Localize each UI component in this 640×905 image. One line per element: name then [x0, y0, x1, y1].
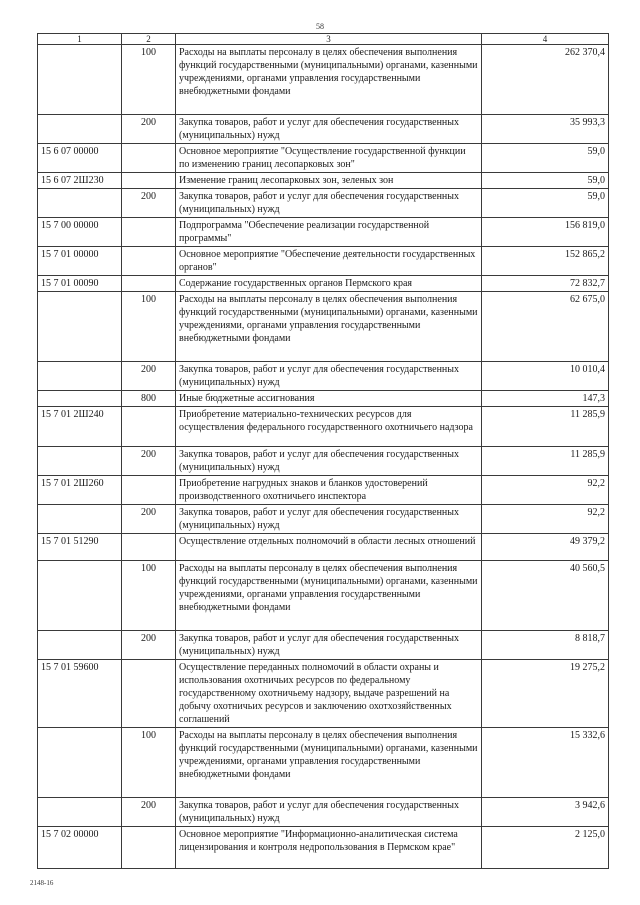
table-row [38, 728, 609, 798]
table-row [38, 189, 609, 218]
row-name: Иные бюджетные ассигнования [176, 391, 482, 407]
page-number: 58 [316, 22, 324, 31]
row-code: 15 7 02 00000 [38, 827, 122, 869]
row-amount: 2 125,0 [482, 827, 609, 869]
row-name: Закупка товаров, работ и услуг для обеспечения государственных (муниципальных) нужд [176, 798, 482, 827]
row-expense-type [122, 476, 176, 505]
row-name: Закупка товаров, работ и услуг для обеспечения государственных (муниципальных) нужд [176, 362, 482, 391]
column-header-type: 2 [122, 34, 176, 45]
row-code [38, 292, 122, 362]
table-row [38, 476, 609, 505]
row-code [38, 45, 122, 115]
row-code: 15 7 01 59600 [38, 660, 122, 728]
row-amount: 147,3 [482, 391, 609, 407]
row-expense-type [122, 827, 176, 869]
row-expense-type: 200 [122, 505, 176, 534]
table-row [38, 247, 609, 276]
row-code: 15 7 01 00000 [38, 247, 122, 276]
table-row [38, 292, 609, 362]
row-expense-type: 200 [122, 447, 176, 476]
row-code: 15 7 01 00090 [38, 276, 122, 292]
table-row [38, 115, 609, 144]
table-row [38, 144, 609, 173]
row-expense-type: 100 [122, 292, 176, 362]
row-expense-type [122, 247, 176, 276]
column-header-code: 1 [38, 34, 122, 45]
row-code: 15 7 01 2Ш240 [38, 407, 122, 447]
header-row [38, 34, 609, 45]
row-expense-type: 100 [122, 45, 176, 115]
row-name: Расходы на выплаты персоналу в целях обеспечения выполнения функций государственными (муниципальными) органами, казенными учреждениями, органами управления государственными внебюджетными фондами [176, 561, 482, 631]
row-name: Изменение границ лесопарковых зон, зеленых зон [176, 173, 482, 189]
row-code: 15 7 00 00000 [38, 218, 122, 247]
row-amount: 15 332,6 [482, 728, 609, 798]
row-name: Основное мероприятие "Информационно-аналитическая система лицензирования и контроля недропользования в Пермском крае" [176, 827, 482, 869]
row-amount: 92,2 [482, 476, 609, 505]
row-expense-type: 200 [122, 362, 176, 391]
table-row [38, 798, 609, 827]
row-name: Закупка товаров, работ и услуг для обеспечения государственных (муниципальных) нужд [176, 447, 482, 476]
row-name: Расходы на выплаты персоналу в целях обеспечения выполнения функций государственными (муниципальными) органами, казенными учреждениями, органами управления государственными внебюджетными фондами [176, 45, 482, 115]
row-amount: 59,0 [482, 173, 609, 189]
table-row [38, 660, 609, 728]
row-code [38, 505, 122, 534]
table-row [38, 218, 609, 247]
row-expense-type [122, 407, 176, 447]
row-code: 15 6 07 2Ш230 [38, 173, 122, 189]
table-row [38, 505, 609, 534]
row-code [38, 189, 122, 218]
row-expense-type: 200 [122, 115, 176, 144]
row-expense-type: 100 [122, 728, 176, 798]
row-expense-type [122, 173, 176, 189]
row-expense-type: 200 [122, 798, 176, 827]
column-header-name: 3 [176, 34, 482, 45]
row-name: Подпрограмма "Обеспечение реализации государственной программы" [176, 218, 482, 247]
row-name: Приобретение нагрудных знаков и бланков удостоверений производственного охотничьего инспектора [176, 476, 482, 505]
table-row [38, 631, 609, 660]
row-amount: 72 832,7 [482, 276, 609, 292]
row-amount: 59,0 [482, 144, 609, 173]
row-code: 15 6 07 00000 [38, 144, 122, 173]
row-name: Закупка товаров, работ и услуг для обеспечения государственных (муниципальных) нужд [176, 505, 482, 534]
row-code [38, 115, 122, 144]
table-row [38, 534, 609, 561]
row-expense-type [122, 218, 176, 247]
row-name: Содержание государственных органов Пермского края [176, 276, 482, 292]
row-code [38, 728, 122, 798]
row-name: Расходы на выплаты персоналу в целях обеспечения выполнения функций государственными (муниципальными) органами, казенными учреждениями, органами управления государственными внебюджетными фондами [176, 728, 482, 798]
row-amount: 152 865,2 [482, 247, 609, 276]
row-expense-type [122, 660, 176, 728]
row-name: Осуществление переданных полномочий в области охраны и использования охотничьих ресурсов по федеральному государственному охотничьему надзору, выдаче разрешений на добычу охотничьих ресурсов и заключению охотхозяйственных соглашений [176, 660, 482, 728]
column-header-amount: 4 [482, 34, 609, 45]
row-code [38, 391, 122, 407]
document-footer-code: 2148-16 [30, 879, 54, 887]
row-amount: 92,2 [482, 505, 609, 534]
table-row [38, 45, 609, 115]
row-amount: 59,0 [482, 189, 609, 218]
row-code: 15 7 01 51290 [38, 534, 122, 561]
row-amount: 19 275,2 [482, 660, 609, 728]
row-expense-type: 100 [122, 561, 176, 631]
table-row [38, 362, 609, 391]
row-expense-type [122, 144, 176, 173]
row-code [38, 362, 122, 391]
table-row [38, 561, 609, 631]
row-expense-type [122, 276, 176, 292]
row-amount: 11 285,9 [482, 447, 609, 476]
row-amount: 3 942,6 [482, 798, 609, 827]
table-row [38, 391, 609, 407]
row-code [38, 631, 122, 660]
row-expense-type: 800 [122, 391, 176, 407]
row-name: Основное мероприятие "Осуществление государственной функции по изменению границ лесопарковых зон" [176, 144, 482, 173]
row-amount: 8 818,7 [482, 631, 609, 660]
table-row [38, 407, 609, 447]
row-name: Приобретение материально-технических ресурсов для осуществления федерального государственного охотничьего надзора [176, 407, 482, 447]
row-expense-type: 200 [122, 631, 176, 660]
row-name: Закупка товаров, работ и услуг для обеспечения государственных (муниципальных) нужд [176, 115, 482, 144]
row-expense-type: 200 [122, 189, 176, 218]
row-code [38, 447, 122, 476]
row-code [38, 798, 122, 827]
budget-table [37, 33, 609, 869]
row-amount: 10 010,4 [482, 362, 609, 391]
table-row [38, 173, 609, 189]
row-name: Осуществление отдельных полномочий в области лесных отношений [176, 534, 482, 561]
row-amount: 40 560,5 [482, 561, 609, 631]
row-name: Основное мероприятие "Обеспечение деятельности государственных органов" [176, 247, 482, 276]
row-amount: 35 993,3 [482, 115, 609, 144]
table-row [38, 276, 609, 292]
row-amount: 262 370,4 [482, 45, 609, 115]
row-name: Закупка товаров, работ и услуг для обеспечения государственных (муниципальных) нужд [176, 189, 482, 218]
row-expense-type [122, 534, 176, 561]
row-name: Закупка товаров, работ и услуг для обеспечения государственных (муниципальных) нужд [176, 631, 482, 660]
row-amount: 49 379,2 [482, 534, 609, 561]
row-amount: 11 285,9 [482, 407, 609, 447]
row-code [38, 561, 122, 631]
row-name: Расходы на выплаты персоналу в целях обеспечения выполнения функций государственными (муниципальными) органами, казенными учреждениями, органами управления государственными внебюджетными фондами [176, 292, 482, 362]
row-code: 15 7 01 2Ш260 [38, 476, 122, 505]
row-amount: 156 819,0 [482, 218, 609, 247]
row-amount: 62 675,0 [482, 292, 609, 362]
table-row [38, 447, 609, 476]
table-row [38, 827, 609, 869]
